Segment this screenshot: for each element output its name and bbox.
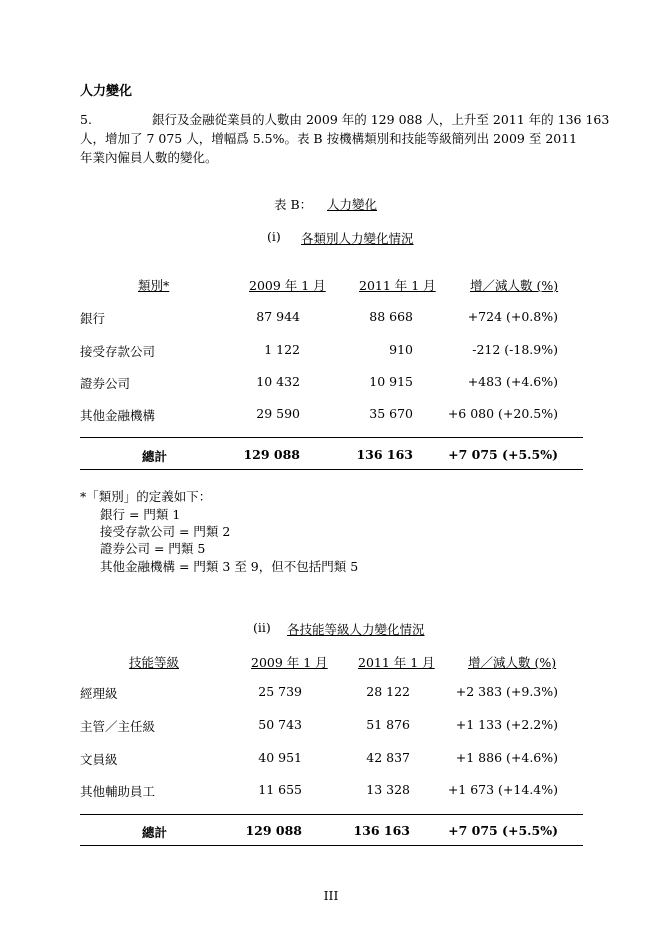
value-change: -212 (-18.9%) [472,342,558,357]
value-2009: 29 590 [256,406,300,421]
part1-header-2011: 2011 年 1 月 [359,278,436,293]
row-label: 主管／主任級 [80,719,156,734]
part2-total-rule-top [80,814,583,815]
part2-number: (ii) [253,620,271,635]
value-2011: 35 670 [369,406,413,421]
value-2011: 13 328 [366,782,410,797]
part2-header-grade: 技能等級 [129,655,180,670]
total-label: 總計 [142,449,168,464]
value-2011: 42 837 [366,750,410,765]
part1-header-2009: 2009 年 1 月 [249,278,326,293]
paragraph-number: 5. [80,112,92,127]
row-label: 證券公司 [80,376,131,391]
table-title: 人力變化 [327,197,378,212]
total-2011: 136 163 [356,447,413,462]
row-label: 其他金融機構 [80,408,156,423]
value-2009: 1 122 [264,342,300,357]
value-2011: 910 [389,342,413,357]
value-change: +1 133 (+2.2%) [455,717,558,732]
footnote-item: 接受存款公司 = 門類 2 [100,524,231,539]
total-change: +7 075 (+5.5%) [448,447,558,462]
value-change: +483 (+4.6%) [467,374,558,389]
footnote-item: 證券公司 = 門類 5 [100,541,206,556]
paragraph-line-2: 人，增加了 7 075 人，增幅爲 5.5%。表 B 按機構類別和技能等級簡列出 2009 至 2011 [80,131,578,146]
total-label: 總計 [142,825,168,840]
page-number: III [323,888,339,903]
value-2009: 50 743 [258,717,302,732]
paragraph-line-3: 年業內僱員人數的變化。 [80,150,218,165]
total-2009: 129 088 [243,447,300,462]
part1-header-category: 類別* [138,278,170,293]
value-2009: 11 655 [258,782,302,797]
value-2009: 87 944 [256,309,300,324]
value-change: +1 673 (+14.4%) [447,782,558,797]
footnote-item: 銀行 = 門類 1 [100,507,181,522]
section-title: 人力變化 [80,84,133,99]
footnote-intro: *「類別」的定義如下： [80,489,212,504]
row-label: 經理級 [80,686,118,701]
value-2011: 10 915 [369,374,413,389]
part2-header-change: 增／減人數 (%) [468,655,557,670]
part2-total-rule-bottom [80,845,583,846]
part2-header-2009: 2009 年 1 月 [251,655,328,670]
part2-header-2011: 2011 年 1 月 [358,655,435,670]
value-2011: 51 876 [366,717,410,732]
total-change: +7 075 (+5.5%) [448,823,558,838]
footnote-item: 其他金融機構 = 門類 3 至 9，但不包括門類 5 [100,559,359,574]
part1-number: (i) [267,229,281,244]
row-label: 接受存款公司 [80,344,156,359]
value-2009: 10 432 [256,374,300,389]
row-label: 文員級 [80,752,118,767]
value-2009: 40 951 [258,750,302,765]
value-change: +1 886 (+4.6%) [455,750,558,765]
part1-total-rule-top [80,437,583,438]
row-label: 其他輔助員工 [80,784,156,799]
table-label: 表 B： [274,197,313,212]
part2-title: 各技能等級人力變化情況 [287,622,425,637]
paragraph-line-1: 銀行及金融從業員的人數由 2009 年的 129 088 人，上升至 2011 年的 136 163 [152,112,610,127]
total-2009: 129 088 [245,823,302,838]
value-2009: 25 739 [258,684,302,699]
total-2011: 136 163 [353,823,410,838]
value-change: +2 383 (+9.3%) [455,684,558,699]
value-change: +6 080 (+20.5%) [447,406,558,421]
part1-title: 各類別人力變化情況 [301,231,414,246]
value-2011: 88 668 [369,309,413,324]
value-change: +724 (+0.8%) [467,309,558,324]
part1-header-change: 增／減人數 (%) [470,278,559,293]
value-2011: 28 122 [366,684,410,699]
row-label: 銀行 [80,311,106,326]
part1-total-rule-bottom [80,469,583,470]
